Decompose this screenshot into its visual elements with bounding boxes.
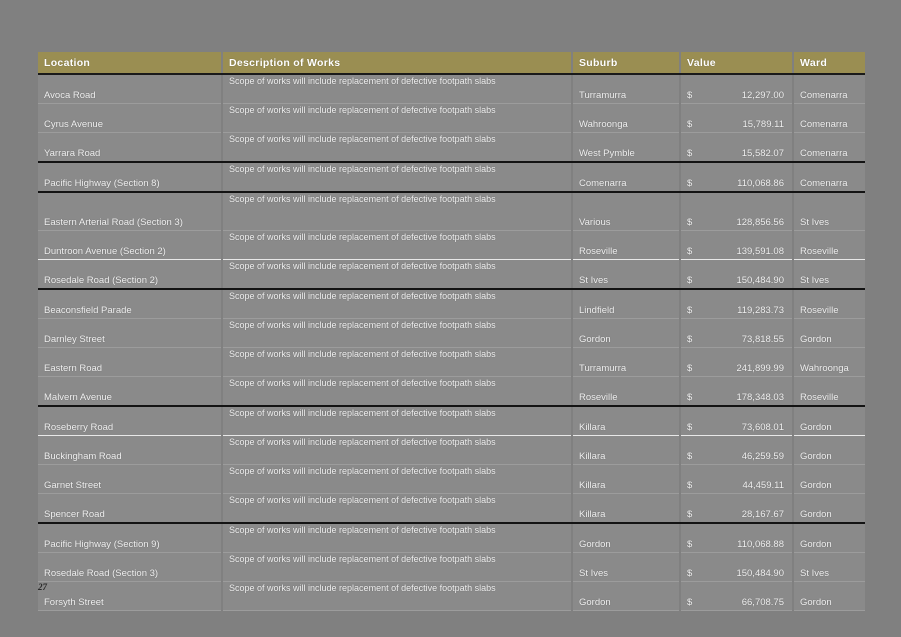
cell-suburb: Various xyxy=(572,192,680,231)
currency-symbol: $ xyxy=(687,304,693,316)
cell-location: Duntroon Avenue (Section 2) xyxy=(38,231,222,260)
value-amount: 241,899.99 xyxy=(736,362,784,374)
cell-location: Cyrus Avenue xyxy=(38,104,222,133)
cell-value xyxy=(680,192,793,231)
cell-value xyxy=(680,162,793,192)
cell-location: Garnet Street xyxy=(38,465,222,494)
cell-value xyxy=(680,133,793,163)
cell-location: Malvern Avenue xyxy=(38,377,222,407)
cell-ward: Gordon xyxy=(793,582,865,611)
cell-location: Spencer Road xyxy=(38,494,222,524)
value-amount: 178,348.03 xyxy=(736,391,784,403)
cell-description: Scope of works will include replacement of defective footpath slabs xyxy=(222,162,572,192)
column-header-location: Location xyxy=(38,52,222,74)
cell-ward: Roseville xyxy=(793,231,865,260)
cell-suburb: Killara xyxy=(572,436,680,465)
cell-description: Scope of works will include replacement of defective footpath slabs xyxy=(222,74,572,104)
table-row[interactable] xyxy=(38,104,865,133)
table-row[interactable] xyxy=(38,494,865,524)
cell-description: Scope of works will include replacement of defective footpath slabs xyxy=(222,494,572,524)
table-row[interactable] xyxy=(38,582,865,611)
value-amount: 12,297.00 xyxy=(741,89,784,101)
cell-description: Scope of works will include replacement of defective footpath slabs xyxy=(222,289,572,319)
currency-symbol: $ xyxy=(687,479,693,491)
value-amount: 119,283.73 xyxy=(737,304,784,316)
cell-ward: St Ives xyxy=(793,553,865,582)
cell-value xyxy=(680,523,793,553)
column-header-value: Value xyxy=(680,52,793,74)
column-header-ward: Ward xyxy=(793,52,865,74)
cell-value xyxy=(680,74,793,104)
page-number: 27 xyxy=(38,582,47,592)
cell-ward: Gordon xyxy=(793,465,865,494)
currency-symbol: $ xyxy=(687,245,693,257)
currency-symbol: $ xyxy=(687,596,693,608)
cell-description: Scope of works will include replacement of defective footpath slabs xyxy=(222,553,572,582)
table-row[interactable] xyxy=(38,319,865,348)
cell-suburb: Killara xyxy=(572,465,680,494)
table-row[interactable] xyxy=(38,465,865,494)
table-row[interactable] xyxy=(38,192,865,231)
cell-suburb: St Ives xyxy=(572,553,680,582)
currency-symbol: $ xyxy=(687,147,693,159)
currency-symbol: $ xyxy=(687,362,693,374)
value-amount: 46,259.59 xyxy=(741,450,784,462)
cell-suburb: Killara xyxy=(572,406,680,436)
cell-suburb: Killara xyxy=(572,494,680,524)
cell-suburb: Gordon xyxy=(572,319,680,348)
cell-ward: Comenarra xyxy=(793,104,865,133)
cell-suburb: Gordon xyxy=(572,523,680,553)
cell-value xyxy=(680,231,793,260)
table-row[interactable] xyxy=(38,162,865,192)
cell-description: Scope of works will include replacement of defective footpath slabs xyxy=(222,406,572,436)
cell-value xyxy=(680,289,793,319)
cell-location: Eastern Arterial Road (Section 3) xyxy=(38,192,222,231)
cell-suburb: St Ives xyxy=(572,260,680,290)
table-row[interactable] xyxy=(38,260,865,290)
table-header xyxy=(38,52,865,74)
cell-ward: Comenarra xyxy=(793,133,865,163)
cell-location: Buckingham Road xyxy=(38,436,222,465)
cell-value xyxy=(680,348,793,377)
cell-suburb: Wahroonga xyxy=(572,104,680,133)
cell-value xyxy=(680,465,793,494)
cell-ward: Roseville xyxy=(793,377,865,407)
cell-location: Pacific Highway (Section 9) xyxy=(38,523,222,553)
value-amount: 110,068.88 xyxy=(737,538,784,550)
cell-description: Scope of works will include replacement of defective footpath slabs xyxy=(222,319,572,348)
value-amount: 128,856.56 xyxy=(736,216,784,228)
cell-location: Yarrara Road xyxy=(38,133,222,163)
table-row[interactable] xyxy=(38,377,865,407)
cell-value xyxy=(680,582,793,611)
column-header-suburb: Suburb xyxy=(572,52,680,74)
value-amount: 66,708.75 xyxy=(741,596,784,608)
cell-location: Avoca Road xyxy=(38,74,222,104)
cell-ward: Comenarra xyxy=(793,74,865,104)
currency-symbol: $ xyxy=(687,567,693,579)
table-row[interactable] xyxy=(38,289,865,319)
cell-ward: Gordon xyxy=(793,494,865,524)
currency-symbol: $ xyxy=(687,391,693,403)
currency-symbol: $ xyxy=(687,274,693,286)
cell-suburb: Lindfield xyxy=(572,289,680,319)
value-amount: 139,591.08 xyxy=(736,245,784,257)
cell-ward: Comenarra xyxy=(793,162,865,192)
value-amount: 73,818.55 xyxy=(741,333,784,345)
cell-location: Beaconsfield Parade xyxy=(38,289,222,319)
cell-description: Scope of works will include replacement of defective footpath slabs xyxy=(222,377,572,407)
cell-value xyxy=(680,377,793,407)
value-amount: 15,582.07 xyxy=(741,147,784,159)
table-row[interactable] xyxy=(38,436,865,465)
currency-symbol: $ xyxy=(687,508,693,520)
works-table xyxy=(38,52,865,611)
cell-ward: Gordon xyxy=(793,436,865,465)
table-row[interactable] xyxy=(38,74,865,104)
cell-value xyxy=(680,436,793,465)
cell-value xyxy=(680,406,793,436)
cell-value xyxy=(680,319,793,348)
table-body xyxy=(38,74,865,611)
table-row[interactable] xyxy=(38,553,865,582)
currency-symbol: $ xyxy=(687,177,693,189)
value-amount: 73,608.01 xyxy=(741,421,784,433)
cell-description: Scope of works will include replacement of defective footpath slabs xyxy=(222,104,572,133)
cell-ward: Gordon xyxy=(793,523,865,553)
cell-suburb: Comenarra xyxy=(572,162,680,192)
cell-description: Scope of works will include replacement of defective footpath slabs xyxy=(222,465,572,494)
table-row[interactable] xyxy=(38,348,865,377)
cell-location: Rosedale Road (Section 2) xyxy=(38,260,222,290)
cell-description: Scope of works will include replacement of defective footpath slabs xyxy=(222,231,572,260)
cell-suburb: Turramurra xyxy=(572,74,680,104)
cell-value xyxy=(680,553,793,582)
cell-suburb: Roseville xyxy=(572,231,680,260)
column-header-description: Description of Works xyxy=(222,52,572,74)
cell-description: Scope of works will include replacement of defective footpath slabs xyxy=(222,523,572,553)
cell-location: Pacific Highway (Section 8) xyxy=(38,162,222,192)
value-amount: 44,459.11 xyxy=(742,479,784,491)
currency-symbol: $ xyxy=(687,421,693,433)
cell-suburb: Roseville xyxy=(572,377,680,407)
currency-symbol: $ xyxy=(687,216,693,228)
cell-location: Rosedale Road (Section 3) xyxy=(38,553,222,582)
table-row[interactable] xyxy=(38,231,865,260)
value-amount: 110,068.86 xyxy=(737,177,784,189)
cell-suburb: Gordon xyxy=(572,582,680,611)
cell-value xyxy=(680,104,793,133)
cell-location: Forsyth Street xyxy=(38,582,222,611)
cell-ward: Gordon xyxy=(793,406,865,436)
table-row[interactable] xyxy=(38,406,865,436)
table-header-row xyxy=(38,52,865,74)
currency-symbol: $ xyxy=(687,450,693,462)
cell-ward: St Ives xyxy=(793,192,865,231)
currency-symbol: $ xyxy=(687,333,693,345)
cell-ward: Wahroonga xyxy=(793,348,865,377)
currency-symbol: $ xyxy=(687,89,693,101)
works-table-container xyxy=(38,52,865,611)
cell-description: Scope of works will include replacement of defective footpath slabs xyxy=(222,348,572,377)
cell-description: Scope of works will include replacement of defective footpath slabs xyxy=(222,582,572,611)
cell-location: Eastern Road xyxy=(38,348,222,377)
currency-symbol: $ xyxy=(687,538,693,550)
table-row[interactable] xyxy=(38,133,865,163)
cell-ward: St Ives xyxy=(793,260,865,290)
table-row[interactable] xyxy=(38,523,865,553)
cell-ward: Roseville xyxy=(793,289,865,319)
cell-ward: Gordon xyxy=(793,319,865,348)
cell-description: Scope of works will include replacement of defective footpath slabs xyxy=(222,192,572,231)
cell-description: Scope of works will include replacement of defective footpath slabs xyxy=(222,260,572,290)
cell-location: Darnley Street xyxy=(38,319,222,348)
cell-suburb: West Pymble xyxy=(572,133,680,163)
cell-suburb: Turramurra xyxy=(572,348,680,377)
cell-location: Roseberry Road xyxy=(38,406,222,436)
value-amount: 150,484.90 xyxy=(736,274,784,286)
value-amount: 28,167.67 xyxy=(741,508,784,520)
currency-symbol: $ xyxy=(687,118,693,130)
cell-description: Scope of works will include replacement of defective footpath slabs xyxy=(222,133,572,163)
value-amount: 150,484.90 xyxy=(736,567,784,579)
cell-description: Scope of works will include replacement of defective footpath slabs xyxy=(222,436,572,465)
value-amount: 15,789.11 xyxy=(742,118,784,130)
cell-value xyxy=(680,260,793,290)
cell-value xyxy=(680,494,793,524)
